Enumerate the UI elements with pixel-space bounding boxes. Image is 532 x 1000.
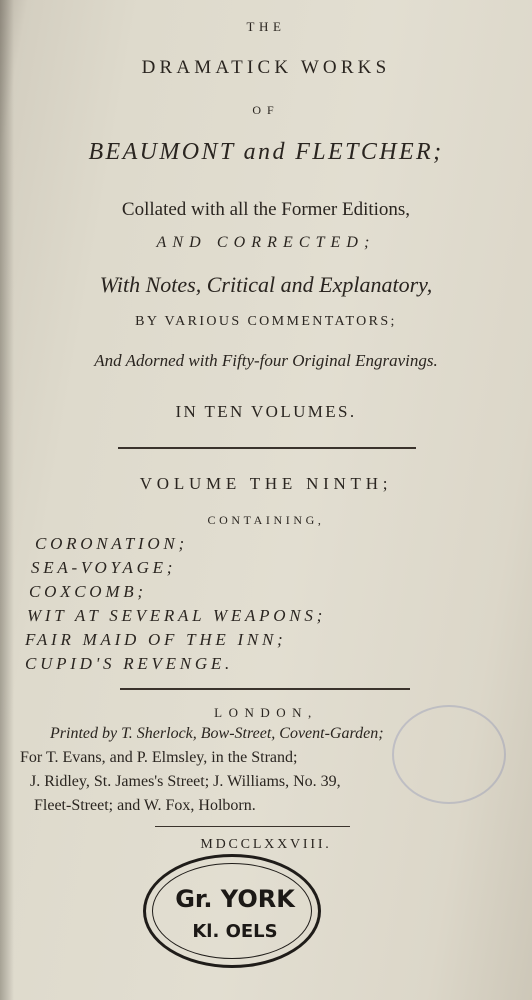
of-line: OF xyxy=(252,103,280,117)
engravings-line: And Adorned with Fifty-four Original Engravings. xyxy=(94,351,438,370)
imprint-line-2: For T. Evans, and P. Elmsley, in the Strand; xyxy=(20,749,298,766)
the-line: THE xyxy=(246,19,286,34)
faded-library-stamp xyxy=(392,705,506,804)
commentators-line: BY VARIOUS COMMENTATORS; xyxy=(135,314,397,329)
rule-1 xyxy=(118,447,416,449)
play-item: WIT AT SEVERAL WEAPONS; xyxy=(27,606,326,625)
containing-line: CONTAINING, xyxy=(207,513,325,527)
play-item: CORONATION; xyxy=(35,534,188,553)
collated-line: Collated with all the Former Editions, xyxy=(121,199,411,220)
rule-3 xyxy=(155,826,350,827)
imprint-line-1: Printed by T. Sherlock, Bow-Street, Covent-Garden; xyxy=(50,725,384,742)
volume-heading: VOLUME THE NINTH; xyxy=(139,474,393,493)
volumes-line: IN TEN VOLUMES. xyxy=(175,402,357,421)
rule-2 xyxy=(120,688,410,690)
play-item: SEA-VOYAGE; xyxy=(31,558,177,577)
imprint-line-3: J. Ridley, St. James's Street; J. Williams, No. 39, xyxy=(30,773,341,790)
imprint-line-4: Fleet-Street; and W. Fox, Holborn. xyxy=(34,797,256,814)
imprint-city: LONDON, xyxy=(214,705,318,720)
stamp-line-2: Kl. OELS xyxy=(192,921,278,942)
imprint-year: MDCCLXXVIII. xyxy=(200,837,332,852)
play-item: FAIR MAID OF THE INN; xyxy=(25,630,287,649)
stamp-line-1: Gr. YORK xyxy=(175,885,295,913)
library-stamp xyxy=(143,854,321,968)
authors-line: BEAUMONT and FLETCHER; xyxy=(88,139,444,165)
play-item: CUPID'S REVENGE. xyxy=(25,654,233,673)
play-item: COXCOMB; xyxy=(29,582,147,601)
dramatick-works-line: DRAMATICK WORKS xyxy=(141,57,391,78)
notes-line: With Notes, Critical and Explanatory, xyxy=(99,272,433,297)
corrected-line: AND CORRECTED; xyxy=(156,234,376,251)
